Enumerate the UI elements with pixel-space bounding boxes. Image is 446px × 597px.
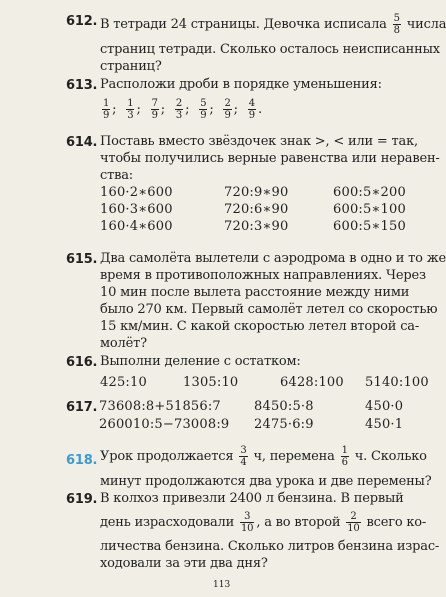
problem-text-line: Выполни деление с остатком: <box>100 354 301 369</box>
problem-text-line: ства: <box>100 168 133 183</box>
expression: 260010:5−73008:9 <box>99 417 230 432</box>
text-fragment: числа <box>406 17 446 32</box>
problem-text-line <box>100 445 427 468</box>
expression: 73608:8+51856:7 <box>99 399 221 414</box>
fraction <box>239 445 247 468</box>
denominator: 4 <box>240 457 247 468</box>
denominator: 10 <box>241 523 254 534</box>
problem-text-line: минут продолжаются два урока и две перемены? <box>100 474 432 489</box>
denominator: 3 <box>175 110 183 121</box>
problem-text-line: Расположи дроби в порядке уменьшения: <box>100 77 382 92</box>
fraction <box>102 98 110 121</box>
fraction <box>175 98 183 121</box>
numerator: 1 <box>103 98 110 109</box>
denominator: 3 <box>127 110 134 121</box>
expression: 1305:10 <box>183 375 239 390</box>
expression: 160·4∗600 <box>100 219 173 234</box>
fraction <box>126 98 134 121</box>
problem-number: 615. <box>66 252 98 267</box>
expression: 720:3∗90 <box>224 219 289 234</box>
expression: 600:5∗200 <box>333 185 406 200</box>
problem-number: 619. <box>66 492 98 507</box>
denominator: 9 <box>200 110 207 121</box>
expression: 160·3∗600 <box>100 202 173 217</box>
numerator: 3 <box>240 445 247 456</box>
expression: 600:5∗150 <box>333 219 406 234</box>
fraction <box>223 98 231 121</box>
numerator: 2 <box>175 98 183 109</box>
problem-number: 616. <box>66 355 98 370</box>
problem-text-line: 10 мин после вылета расстояние между ними <box>100 285 410 300</box>
denominator: 8 <box>393 25 400 36</box>
problem-number: 614. <box>66 135 98 150</box>
text-fragment: всего ко- <box>366 515 427 530</box>
denominator: 9 <box>151 110 158 121</box>
expression: 2475·6:9 <box>254 417 314 432</box>
problem-text-line: время в противоположных направлениях. Через <box>100 268 426 283</box>
fraction <box>393 13 401 36</box>
problem-text-line: страниц тетради. Сколько осталось неисписанных <box>100 42 440 57</box>
numerator: 2 <box>346 511 360 523</box>
problem-text-line: чтобы получились верные равенства или неравен- <box>100 151 440 166</box>
problem-number: 617. <box>66 400 98 415</box>
denominator: 10 <box>347 523 360 534</box>
expression: 425:10 <box>100 375 147 390</box>
denominator: 9 <box>103 110 110 121</box>
problem-text-line <box>100 13 446 36</box>
fraction <box>248 98 256 121</box>
expression: 160·2∗600 <box>100 185 173 200</box>
numerator: 1 <box>127 98 134 109</box>
problem-number: 613. <box>66 78 98 93</box>
fraction <box>341 445 349 468</box>
denominator: 9 <box>224 110 231 121</box>
numerator: 5 <box>393 13 400 24</box>
expression: 450·1 <box>365 417 404 432</box>
text-fragment: Урок продолжается <box>100 449 234 464</box>
numerator: 1 <box>341 445 348 456</box>
problem-number: 618. <box>66 453 98 468</box>
numerator: 5 <box>200 98 207 109</box>
numerator: 2 <box>224 98 231 109</box>
expression: 5140:100 <box>365 375 429 390</box>
problem-text-line: Поставь вместо звёздочек знак >, < или = так, <box>100 134 418 149</box>
fraction <box>199 98 207 121</box>
expression: 450·0 <box>365 399 404 414</box>
denominator: 9 <box>248 110 255 121</box>
numerator: 3 <box>240 511 254 523</box>
fraction-list: $\frac{1}{9}$ ; $\frac{1}{3}$ ; $\frac{7}{9}$ ; $\frac{2}{3}$ ; $\frac{5}{9}$ ; $\frac{2}{9}$ ; $\frac{4}{9}$ . <box>103 98 262 121</box>
expression: 600:5∗100 <box>333 202 406 217</box>
text-fragment: ч, перемена <box>253 449 335 464</box>
fraction <box>240 511 254 534</box>
text-fragment: день израсходовали <box>100 515 235 530</box>
expression: 6428:100 <box>280 375 344 390</box>
expression: 720:6∗90 <box>224 202 289 217</box>
denominator: 6 <box>341 457 348 468</box>
fraction <box>151 98 159 121</box>
problem-text-line: страниц? <box>100 59 162 74</box>
problem-text-line: В колхоз привезли 2400 л бензина. В первый <box>100 491 404 506</box>
expression: 720:9∗90 <box>224 185 289 200</box>
problem-number: 612. <box>66 14 98 29</box>
problem-text-line <box>100 511 426 534</box>
text-fragment: В тетради 24 страницы. Девочка исписала <box>100 17 387 32</box>
expression: 8450:5·8 <box>254 399 314 414</box>
problem-text-line: 15 км/мин. С какой скоростью летел второй са- <box>100 319 420 334</box>
numerator: 7 <box>151 98 158 109</box>
page-number: 113 <box>213 580 231 590</box>
problem-text-line: молёт? <box>100 336 147 351</box>
problem-text-line: личества бензина. Сколько литров бензина израс- <box>100 539 440 554</box>
problem-text-line: было 270 км. Первый самолёт летел со скоростью <box>100 302 438 317</box>
problem-text-line: Два самолёта вылетели с аэродрома в одно и то же <box>100 251 446 266</box>
numerator: 4 <box>248 98 255 109</box>
problem-text-line: ходовали за эти два дня? <box>100 556 268 571</box>
fraction <box>346 511 360 534</box>
text-fragment: , а во второй <box>256 515 341 530</box>
text-fragment: ч. Сколько <box>354 449 427 464</box>
